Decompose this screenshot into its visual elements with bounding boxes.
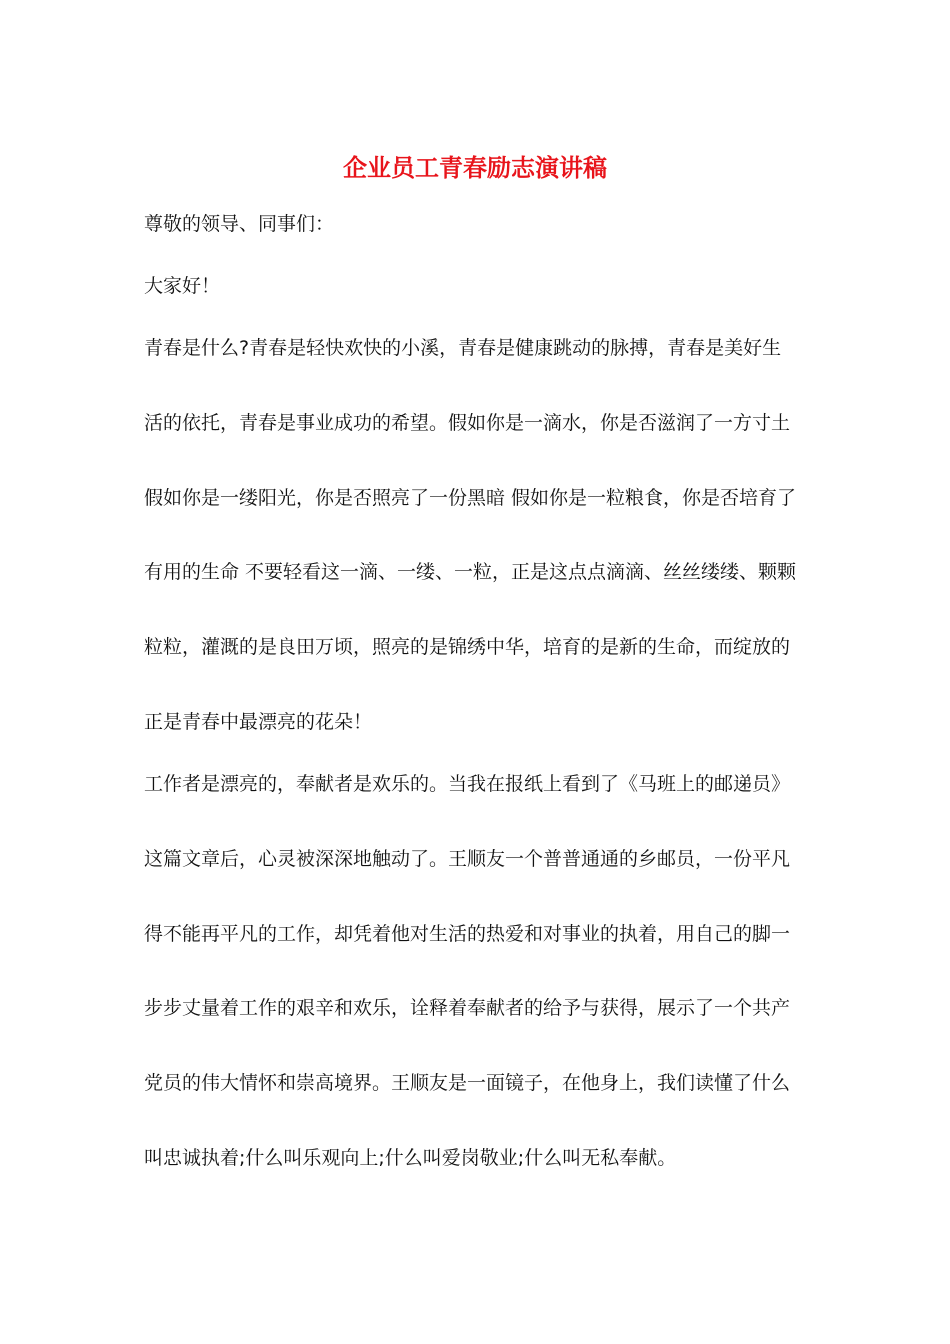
greeting-line: 大家好！: [144, 275, 221, 297]
body-line: 得不能再平凡的工作，却凭着他对生活的热爱和对事业的执着，用自己的脚一: [144, 923, 791, 945]
salutation-line: 尊敬的领导、同事们：: [144, 213, 335, 235]
body-line: 工作者是漂亮的，奉献者是欢乐的。当我在报纸上看到了《马班上的邮递员》: [144, 773, 791, 795]
body-line: 活的依托，青春是事业成功的希望。假如你是一滴水，你是否滋润了一方寸土: [144, 412, 791, 434]
document-title: 企业员工青春励志演讲稿: [343, 153, 607, 182]
body-line: 叫忠诚执着;什么叫乐观向上;什么叫爱岗敬业;什么叫无私奉献。: [144, 1147, 677, 1169]
body-line: 党员的伟大情怀和崇高境界。王顺友是一面镜子，在他身上，我们读懂了什么: [144, 1072, 791, 1094]
body-line: 假如你是一缕阳光，你是否照亮了一份黑暗 假如你是一粒粮食，你是否培育了: [144, 487, 797, 509]
body-line: 青春是什么?青春是轻快欢快的小溪，青春是健康跳动的脉搏，青春是美好生: [144, 337, 782, 359]
body-line: 步步丈量着工作的艰辛和欢乐，诠释着奉献者的给予与获得，展示了一个共产: [144, 997, 791, 1019]
body-line: 有用的生命 不要轻看这一滴、一缕、一粒，正是这点点滴滴、丝丝缕缕、颗颗: [144, 561, 797, 583]
body-line: 粒粒，灌溉的是良田万顷，照亮的是锦绣中华，培育的是新的生命，而绽放的: [144, 636, 791, 658]
body-line: 正是青春中最漂亮的花朵！: [144, 711, 373, 733]
body-line: 这篇文章后，心灵被深深地触动了。王顺友一个普普通通的乡邮员，一份平凡: [144, 848, 791, 870]
